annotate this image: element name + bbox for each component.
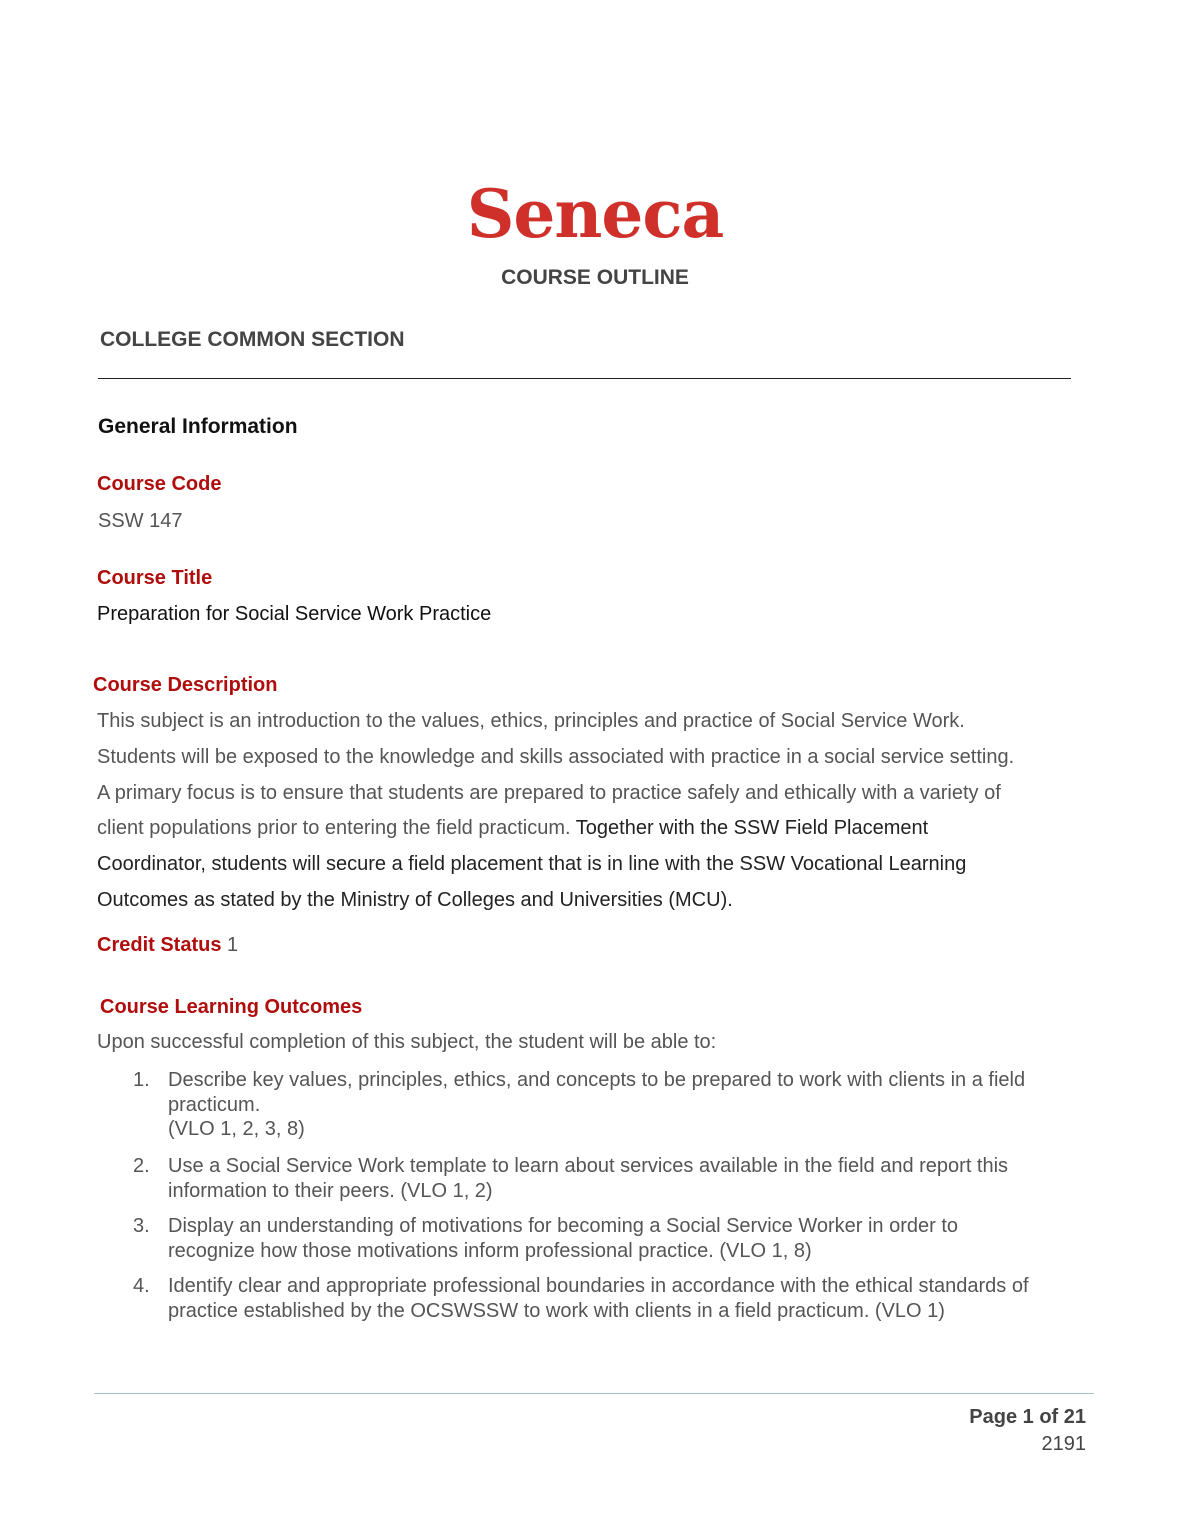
description-line: Coordinator, students will secure a field placement that is in line with the SSW Vocational Learning (97, 853, 967, 876)
credit-status-label: Credit Status (97, 934, 222, 956)
section-divider (98, 378, 1071, 379)
credit-status (97, 934, 238, 957)
description-line: A primary focus is to ensure that students are prepared to practice safely and ethically with a variety of (97, 781, 1001, 804)
outcome-number: 1. (133, 1069, 150, 1091)
outcome-item (133, 1154, 1093, 1203)
section-title: COLLEGE COMMON SECTION (100, 328, 405, 351)
outcome-line: information to their peers. (VLO 1, 2) (168, 1179, 493, 1202)
course-title-value: Preparation for Social Service Work Practice (97, 603, 492, 625)
outcome-line: recognize how those motivations inform professional practice. (VLO 1, 8) (168, 1239, 812, 1262)
outcome-number: 4. (133, 1275, 150, 1297)
course-description-label: Course Description (93, 674, 278, 696)
course-code-value: SSW 147 (98, 510, 183, 532)
outcome-number: 3. (133, 1215, 150, 1237)
description-line: This subject is an introduction to the values, ethics, principles and practice of Social Service Work. (97, 710, 965, 732)
learning-outcomes-label: Course Learning Outcomes (100, 996, 363, 1018)
description-text: Together with the SSW Field Placement (575, 817, 929, 840)
course-title-label: Course Title (97, 567, 213, 589)
outcome-line: Identify clear and appropriate professional boundaries in accordance with the ethical standards of (168, 1275, 1029, 1297)
outcome-line: Use a Social Service Work template to learn about services available in the field and report this (168, 1155, 1009, 1177)
course-code-label: Course Code (97, 473, 222, 495)
outcome-item (133, 1274, 1093, 1323)
general-information-heading: General Information (98, 415, 298, 438)
description-line: Students will be exposed to the knowledge and skills associated with practice in a social service setting. (97, 745, 1015, 768)
credit-status-value: 1 (227, 934, 239, 956)
outcome-number: 2. (133, 1155, 150, 1177)
outcome-item (133, 1214, 1093, 1263)
outcome-line: Display an understanding of motivations for becoming a Social Service Worker in order to (168, 1215, 959, 1237)
course-description (97, 704, 1097, 919)
page-number: Page 1 of 21 (969, 1406, 1086, 1428)
description-line (97, 811, 1097, 847)
document-title: COURSE OUTLINE (501, 266, 689, 289)
footer-divider (94, 1393, 1094, 1394)
outcome-line: Describe key values, principles, ethics, and concepts to be prepared to work with clients in a field (168, 1069, 1026, 1091)
seneca-logo: Seneca (466, 175, 724, 253)
learning-outcomes-intro: Upon successful completion of this subject, the student will be able to: (97, 1031, 717, 1053)
description-text: client populations prior to entering the field practicum. (97, 817, 576, 840)
description-line: Outcomes as stated by the Ministry of Colleges and Universities (MCU). (97, 888, 733, 911)
outcome-line: (VLO 1, 2, 3, 8) (168, 1118, 305, 1140)
outcome-line: practice established by the OCSWSSW to work with clients in a field practicum. (VLO 1) (168, 1299, 945, 1322)
outcome-item (133, 1068, 1093, 1142)
document-code: 2191 (1041, 1433, 1086, 1455)
outcome-line: practicum. (168, 1093, 261, 1116)
